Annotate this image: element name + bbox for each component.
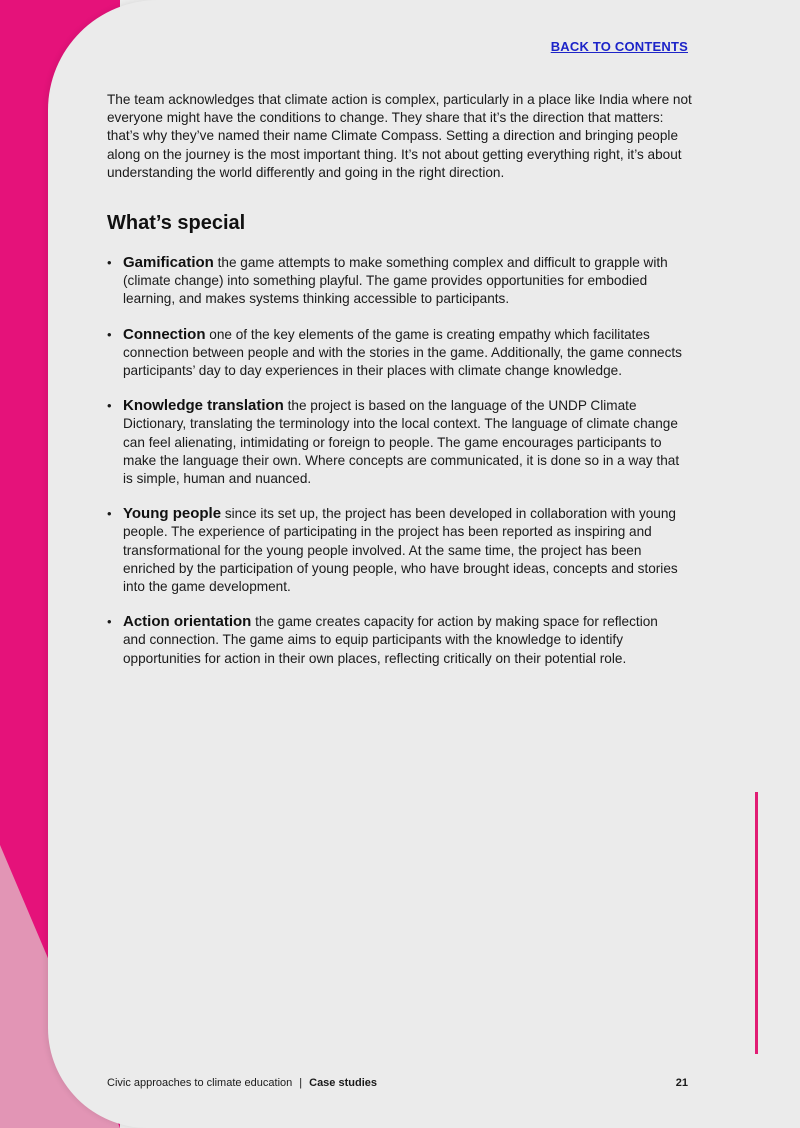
point-term: Gamification: [123, 254, 214, 271]
bullet-icon: •: [107, 326, 112, 342]
footer-publication-title: Civic approaches to climate education: [107, 1077, 293, 1089]
point-term: Action orientation: [123, 613, 252, 631]
intro-paragraph: The team acknowledges that climate action is complex, particularly in a place like India where not everyone might have the conditions to change. They share that it’s the direction that matters: that’s why they’ve named their name Climate Compass. Setting a direction and bringing people along on the journey is the most important thing. It’s not about getting everything right, it’s about understanding the world differently and going in the right direction.: [107, 92, 692, 180]
footer-separator: |: [299, 1077, 303, 1089]
bullet-icon: •: [107, 614, 112, 630]
point-term: Knowledge translation: [123, 397, 284, 415]
special-points-list: [107, 254, 682, 685]
point-text: the game attempts to make something complex and difficult to grapple with (climate change) into something playful. The game provides opportunities for embodied learning, and makes systems thinking accessible to participants.: [123, 255, 668, 307]
list-item-gamification: [107, 254, 682, 309]
section-heading: What’s special: [107, 212, 246, 234]
bullet-icon: •: [107, 255, 112, 270]
bullet-icon: •: [107, 398, 112, 414]
list-item-knowledge-translation: [107, 397, 682, 488]
footer-section-name: Case studies: [309, 1077, 377, 1089]
list-item-young-people: [107, 505, 682, 596]
page-number: 21: [675, 1077, 688, 1089]
page-footer: [107, 1077, 688, 1089]
back-to-contents-link[interactable]: BACK TO CONTENTS: [550, 39, 688, 54]
list-item-action-orientation: [107, 613, 682, 668]
point-text: since its set up, the project has been developed in collaboration with young people. The experience of participating in the project has been reported as inspiring and transformational for the young people involved. At the same time, the project has been enriched by the participation of young people, who have brought ideas, concepts and stories into the game development.: [123, 506, 678, 595]
bullet-icon: •: [107, 506, 112, 522]
list-item-connection: [107, 326, 682, 381]
point-text: one of the key elements of the game is creating empathy which facilitates connection between people and with the stories in the game. Additionally, the game connects participants’ day to day experiences in their places with climate change knowledge.: [123, 326, 682, 379]
point-text: the project is based on the language of the UNDP Climate Dictionary, translating the terminology into the local context. The language of climate change can feel alienating, intimidating or foreign to people. The game encourages participants to make the language their own. Where concepts are communicated, it is done so in a way that is simple, human and nuanced.: [123, 398, 680, 487]
point-term: Connection: [123, 325, 206, 343]
point-term: Young people: [123, 505, 222, 523]
point-text: the game creates capacity for action by making space for reflection and connection. The game aims to equip participants with the knowledge to identify opportunities for action in their own places, reflecting critically on their potential role.: [123, 614, 658, 666]
vertical-accent-rule: [755, 792, 758, 1054]
